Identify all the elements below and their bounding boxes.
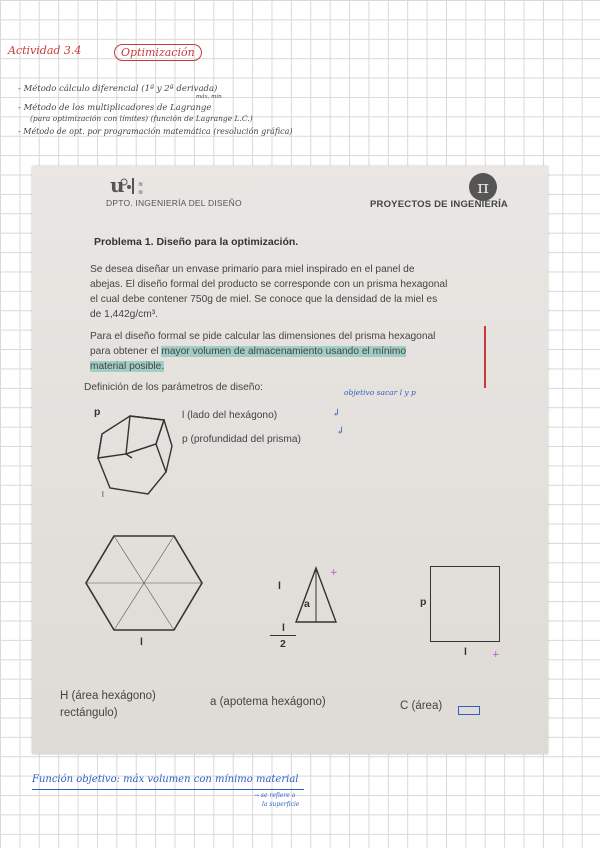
note-arrow-2: ↲ [336, 426, 345, 437]
note-small-1: → se refiere a [254, 792, 296, 799]
note-bullet-3: - Método de opt. por programación matemática (resolución gráfica) [18, 127, 293, 136]
a-label: a (apotema hexágono) [210, 696, 326, 708]
pi-logo [465, 172, 501, 202]
note-bullet-2b: (para optimización con límites) (función de Lagrange L.C.) [30, 114, 253, 123]
definition-title: Definición de los parámetros de diseño: [84, 382, 263, 393]
rectangle-label-p: p [420, 596, 427, 608]
mark-triangle: + [330, 568, 338, 578]
hexagonal-prism-diagram [68, 406, 188, 502]
notes-title-right: Optimización [114, 44, 202, 61]
para2-line-3 [90, 359, 500, 374]
svg-text:≋: ≋ [138, 189, 144, 196]
note-bullet-1: - Método cálculo diferencial (1ª y 2ª derivada) [18, 84, 218, 94]
notes-title-left: Actividad 3.4 [8, 44, 82, 57]
note-objective-function: Función objetivo: máx volumen con mínimo material [32, 774, 299, 785]
para1-line-1: Se desea diseñar un envase primario para miel inspirado en el panel de [90, 264, 415, 275]
para2-line-2-start: para obtener el [90, 346, 162, 357]
svg-text:π: π [477, 177, 489, 198]
svg-text:≋: ≋ [138, 181, 144, 188]
highlighted-objective-end: material posible. [90, 361, 165, 372]
note-objective-l-p: objetivo sacar l y p [344, 388, 416, 397]
triangle-label-l: l [278, 580, 281, 592]
project-name: PROYECTOS DE INGENIERÍA [370, 199, 508, 210]
note-bullet-2: - Método de los multiplicadores de Lagrange [18, 103, 212, 113]
svg-text:u: u [110, 173, 125, 197]
H-label-line1: H (área hexágono) [60, 690, 156, 702]
param-l-label: l (lado del hexágono) [182, 410, 278, 421]
para1-line-3: el cual debe contener 750g de miel. Se conoce que la densidad de la miel es [90, 294, 438, 305]
rectangle-diagram [430, 566, 500, 642]
para1-line-2: abejas. El diseño formal del producto se corresponde con un prisma hexagonal [90, 279, 448, 290]
para1-line-4: de 1,442g/cm³. [90, 309, 158, 320]
fraction-bar [270, 635, 296, 636]
rectangle-label-l: l [464, 646, 467, 658]
note-small-2: la superficie [262, 801, 300, 808]
hexagon-diagram [84, 532, 204, 634]
fraction-denominator: 2 [280, 638, 286, 650]
problem-paragraph-1 [90, 262, 500, 322]
para2-line-1: Para el diseño formal se pide calcular las dimensiones del prisma hexagonal [90, 331, 436, 342]
problem-sheet-photo [32, 166, 548, 754]
H-label-line2: rectángulo) [60, 707, 118, 719]
department-name: DPTO. INGENIERÍA DEL DISEÑO [106, 198, 242, 208]
hexagon-label-l: l [140, 636, 143, 648]
C-label: C (área) [400, 700, 443, 712]
prism-label-p: p [94, 406, 101, 418]
note-arrow-1: ↲ [332, 408, 341, 419]
university-logo [108, 172, 168, 198]
problem-paragraph-2 [90, 329, 500, 374]
highlighted-objective: mayor volumen de almacenamiento usando el mínimo [161, 346, 406, 357]
param-p-label: p (profundidad del prisma) [182, 434, 301, 445]
red-vertical-mark [484, 326, 486, 388]
note-underline [32, 789, 304, 790]
problem-title: Problema 1. Diseño para la optimización. [94, 236, 299, 248]
para2-line-2 [90, 344, 500, 359]
blue-rectangle-sketch [458, 706, 480, 715]
mark-square: + [492, 650, 500, 660]
fraction-numerator: l [282, 622, 285, 634]
triangle-label-a: a [304, 598, 310, 610]
prism-label-l: l [102, 490, 104, 499]
note-small-maxmin: máx, mín [196, 94, 222, 100]
